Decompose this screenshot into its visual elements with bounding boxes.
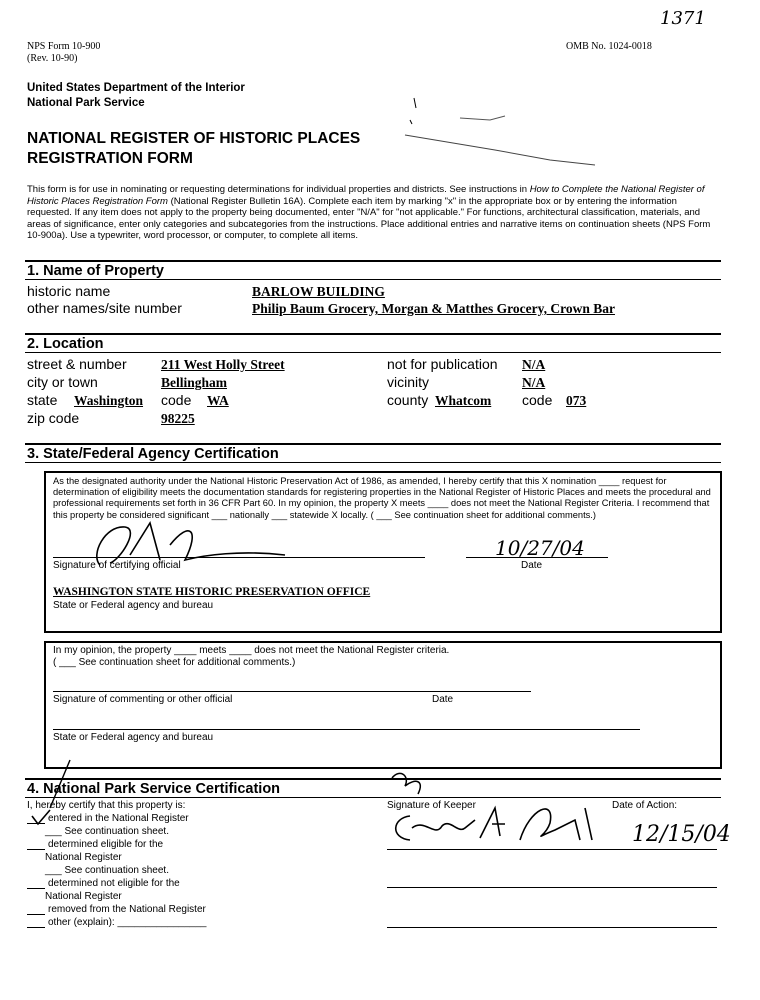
not-for-publication-label: not for publication (387, 356, 498, 372)
street-label: street & number (27, 356, 127, 372)
state-code-value: WA (207, 393, 229, 408)
checkbox-line-eligible (27, 849, 45, 850)
commenting-agency-label: State or Federal agency and bureau (53, 732, 214, 743)
other-names-value: Philip Baum Grocery, Morgan & Matthes Grocery, Crown Bar (252, 301, 615, 316)
state-code-label: code (161, 392, 192, 408)
section4-pen-stroke (30, 760, 80, 810)
county-label: county (387, 392, 429, 408)
section2-top-rule (25, 333, 721, 335)
certifying-agency-value: WASHINGTON STATE HISTORIC PRESERVATION OFFICE (53, 586, 371, 598)
blank-line-1 (387, 887, 717, 888)
zip-value: 98225 (161, 411, 195, 426)
omb-number: OMB No. 1024-0018 (566, 41, 652, 52)
section4-heading: 4. National Park Service Certification (27, 781, 281, 797)
status-entered: entered in the National Register (48, 813, 189, 824)
keeper-signature (380, 768, 610, 858)
keeper-signature-line (387, 849, 717, 850)
blank-line-2 (387, 927, 717, 928)
status-other: other (explain): ________________ (48, 917, 207, 928)
department: United States Department of the Interior (27, 82, 245, 94)
agency: National Park Service (27, 97, 145, 109)
title-line-1: NATIONAL REGISTER OF HISTORIC PLACES (27, 130, 361, 147)
continuation-1: ___ See continuation sheet. (45, 826, 169, 837)
certifying-signature-label: Signature of certifying official (53, 560, 181, 571)
section2-heading: 2. Location (27, 336, 104, 352)
commenting-agency-line (53, 729, 640, 730)
status-determined-eligible: determined eligible for the (48, 839, 164, 850)
section3-heading: 3. State/Federal Agency Certification (27, 446, 279, 462)
section4-rule (25, 797, 721, 798)
date-of-action-value: 12/15/04 (632, 822, 731, 847)
certifying-date-value: 10/27/04 (495, 536, 585, 560)
city-label: city or town (27, 374, 98, 390)
certification-text: As the designated authority under the National Historic Preservation Act of 1986, as amended, I hereby certify that this X nomination ____ request for determination of eligibility meets the documentation standards for registering properties in the National Register of Historic Places and meets the procedural and professional requirements set forth in 36 CFR Part 60. In my opinion, the property X meets ____ does not meet the National Register Criteria. I recommend that this property be considered significant ___ nationally ___ statewide X locally. ( ___ See continuation sheet for additional comments.) (53, 476, 711, 520)
certifying-agency-label: State or Federal agency and bureau (53, 600, 214, 611)
opinion-continuation: ( ___ See continuation sheet for additional comments.) (53, 657, 296, 668)
commenting-signature-label: Signature of commenting or other official (53, 694, 233, 705)
historic-name-label: historic name (27, 283, 111, 299)
historic-name-value: BARLOW BUILDING (252, 284, 385, 299)
zip-label: zip code (27, 410, 80, 426)
section4-top-rule (25, 778, 721, 780)
vicinity-value: N/A (522, 375, 546, 390)
checkbox-line-other (27, 927, 45, 928)
status-determined-not-eligible: determined not eligible for the (48, 878, 180, 889)
status-not-eligible-register: National Register (45, 891, 122, 902)
section1-heading: 1. Name of Property (27, 263, 164, 279)
handwritten-page-number: 1371 (660, 8, 706, 29)
section2-rule (25, 352, 721, 353)
county-code-value: 073 (566, 393, 587, 408)
vicinity-label: vicinity (387, 374, 430, 390)
status-eligible-register: National Register (45, 852, 122, 863)
continuation-2: ___ See continuation sheet. (45, 865, 169, 876)
county-code-label: code (522, 392, 553, 408)
state-label: state (27, 392, 58, 408)
status-removed: removed from the National Register (48, 904, 206, 915)
instructions-paragraph: This form is for use in nominating or requesting determinations for individual properties and districts. See instructions in How to Complete the National Register of Historic Places Registration Form (National Register Bulletin 16A). Complete each item by marking "x" in the appropriate box or by entering the information requested. If any item does not apply to the property being documented, enter "N/A" for "not applicable." For functions, architectural classification, materials, and areas of significance, enter only categories and subcategories from the instructions. Place additional entries and narrative items on continuation sheets (NPS Form 10-900a). Use a typewriter, word processor, or computer, to complete all items. (27, 184, 711, 241)
city-value: Bellingham (161, 375, 228, 390)
section1-top-rule (25, 260, 721, 262)
state-value: Washington (74, 393, 144, 408)
street-value: 211 West Holly Street (161, 357, 285, 372)
commenting-date-label: Date (432, 694, 454, 705)
checkbox-line-not-eligible (27, 888, 45, 889)
opinion-text: In my opinion, the property ____ meets ____ does not meet the National Register criteria. (53, 645, 450, 656)
form-revision: (Rev. 10-90) (27, 53, 78, 64)
stamp-marks (400, 90, 600, 170)
commenting-signature-line (53, 691, 531, 692)
date-of-action-label: Date of Action: (612, 800, 678, 811)
keeper-signature-label: Signature of Keeper (387, 800, 476, 811)
certifying-date-label: Date (521, 560, 543, 571)
section1-rule (25, 279, 721, 280)
not-for-publication-value: N/A (522, 357, 546, 372)
section3-rule (25, 462, 721, 463)
title-line-2: REGISTRATION FORM (27, 150, 193, 167)
checkbox-line-removed (27, 914, 45, 915)
nps-certify-statement: I, hereby certify that this property is: (27, 800, 186, 811)
form-number: NPS Form 10-900 (27, 41, 101, 52)
section3-top-rule (25, 443, 721, 445)
other-names-label: other names/site number (27, 300, 182, 316)
county-value: Whatcom (435, 393, 492, 408)
